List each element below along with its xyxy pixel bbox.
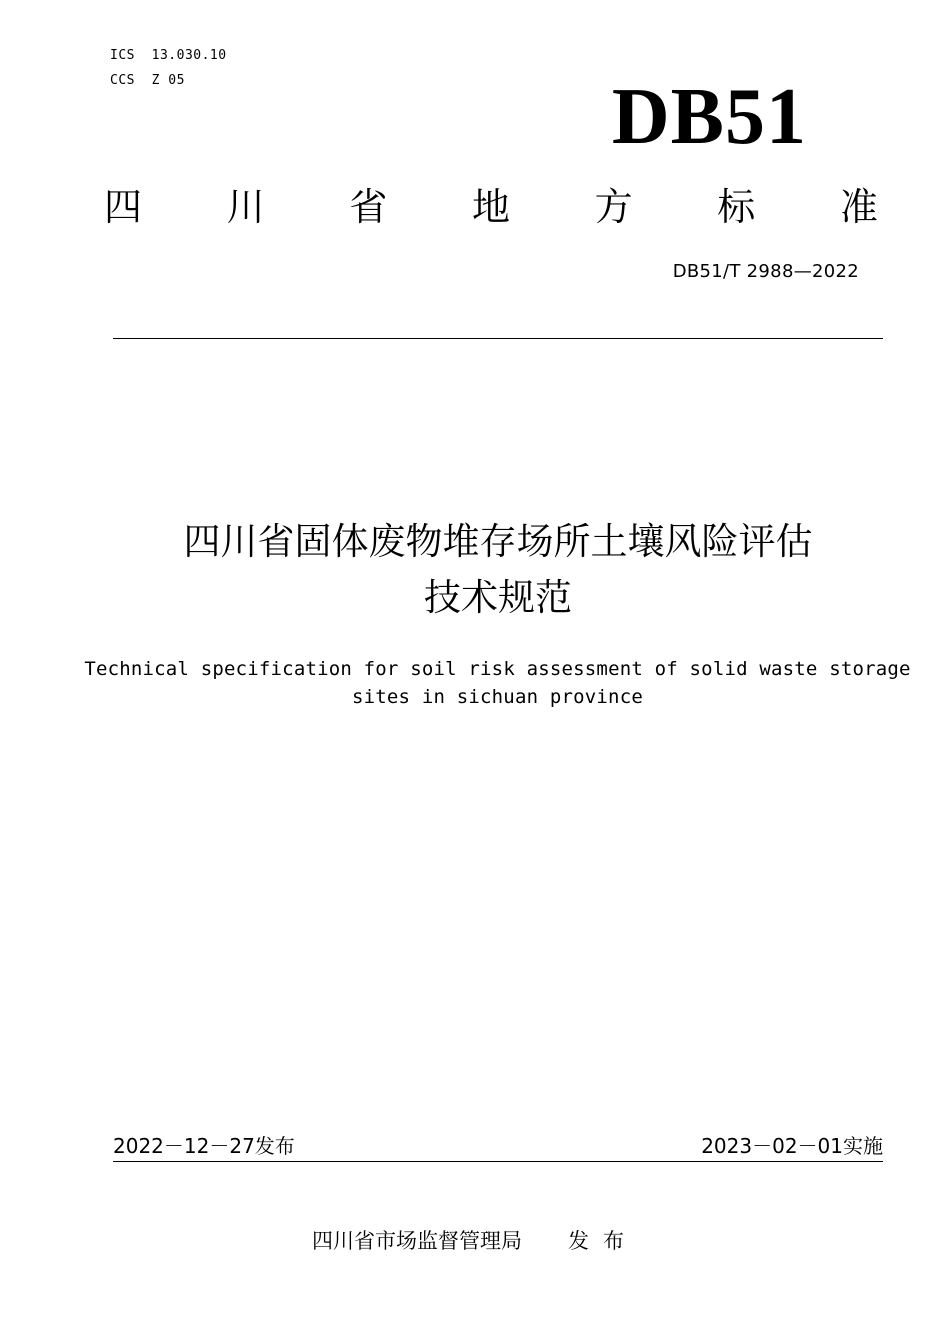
- document-title-line-1: 四川省固体废物堆存场所土壤风险评估: [183, 520, 813, 563]
- standard-type-char: 四: [104, 185, 143, 229]
- top-divider: [113, 338, 883, 339]
- db51-logo: DB51: [611, 73, 807, 161]
- document-title-line-2: 技术规范: [424, 576, 572, 619]
- issue-date: 2022－12－27发布: [113, 1134, 295, 1158]
- standard-type-char: 方: [594, 185, 633, 229]
- standard-type-char: 川: [226, 185, 265, 229]
- issue-verb: 发布: [568, 1229, 638, 1253]
- english-title-line-2: sites in sichuan province: [352, 686, 643, 708]
- ccs-code: CCS Z 05: [110, 73, 185, 88]
- standard-type-heading: [104, 182, 878, 232]
- bottom-divider: [113, 1161, 883, 1162]
- standard-type-char: 准: [839, 185, 878, 229]
- standard-type-char: 省: [349, 185, 388, 229]
- standard-type-char: 地: [471, 185, 510, 229]
- issuer-block: [0, 1226, 950, 1256]
- standard-number: DB51/T 2988—2022: [672, 261, 859, 282]
- issuer-name: 四川省市场监督管理局: [312, 1229, 522, 1253]
- ics-code: ICS 13.030.10: [110, 48, 227, 63]
- standard-type-char: 标: [717, 185, 756, 229]
- implementation-date: 2023－02－01实施: [701, 1134, 883, 1158]
- english-title-line-1: Technical specification for soil risk assessment of solid waste storage: [84, 658, 911, 680]
